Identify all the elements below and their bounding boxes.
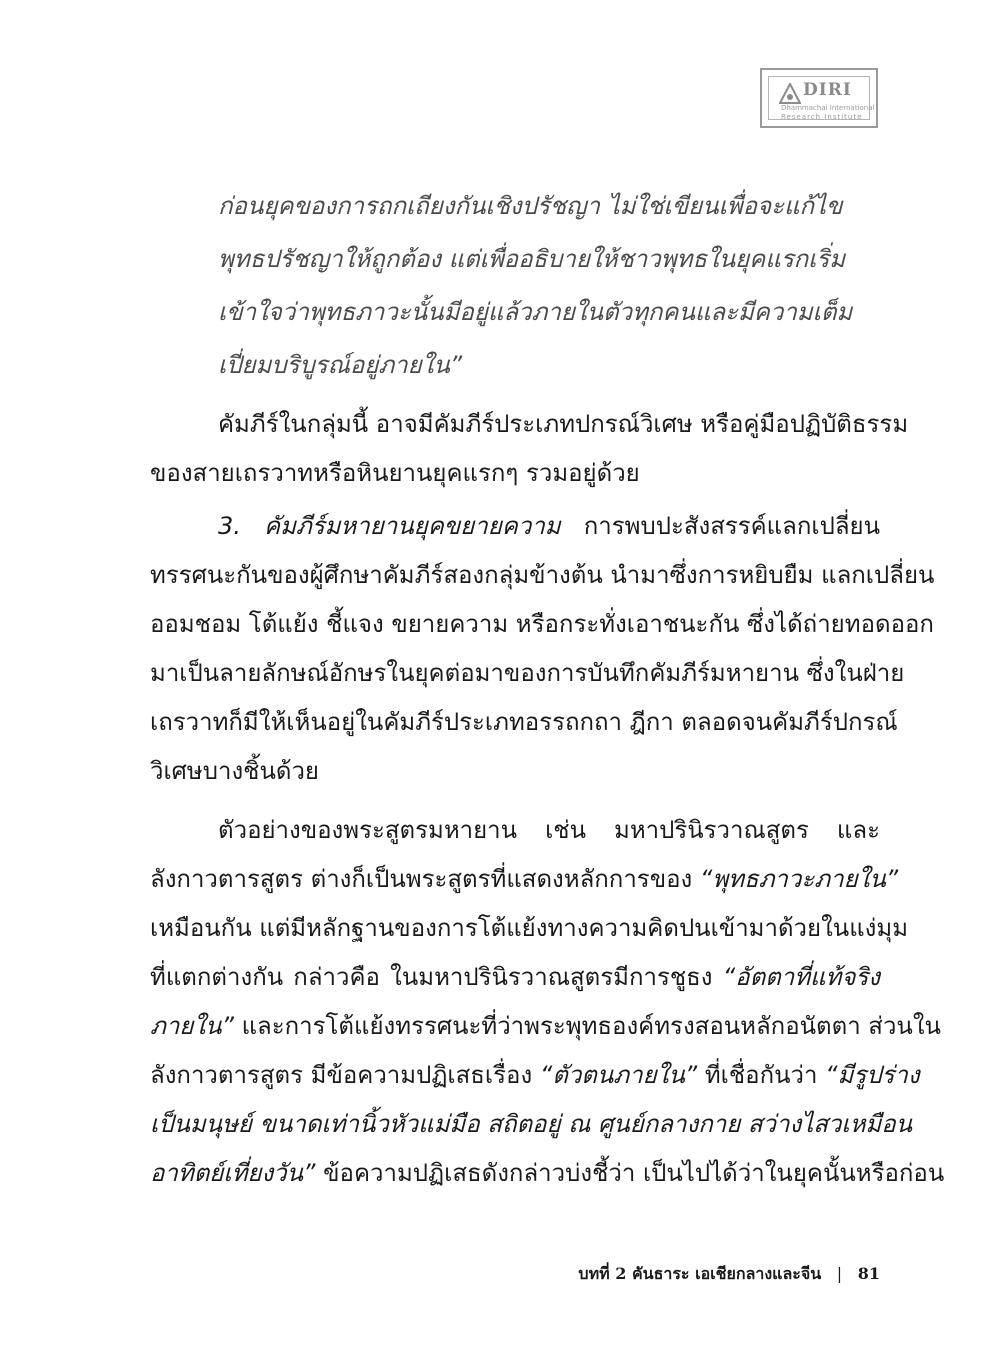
text-line (150, 1100, 913, 1149)
text-span: ที่แตกต่างกัน กล่าวคือ ในมหาปรินิรวาณสูตรมีการชูธง (150, 963, 713, 991)
quote-line: เข้าใจว่าพุทธภาวะนั้นมีอยู่แล้วภายในตัวทุกคนและมีความเต็ม (218, 298, 853, 326)
text-span: การพบปะสังสรรค์แลกเปลี่ยน (583, 512, 880, 540)
text-span: ที่เชื่อกันว่า (704, 1061, 818, 1089)
italic-term: ภายใน” (150, 1012, 234, 1040)
text-line: ของสายเถรวาทหรือหินยานยุคแรกๆ รวมอยู่ด้วย (150, 459, 640, 487)
text-line: ทรรศนะกันของผู้ศึกษาคัมภีร์สองกลุ่มข้างต้น นำมาซึ่งการหยิบยืม แลกเปลี่ยน (150, 561, 935, 589)
italic-term: อาทิตย์เที่ยงวัน” (150, 1159, 316, 1187)
quote-line: พุทธปรัชญาให้ถูกต้อง แต่เพื่ออธิบายให้ชาวพุทธในยุคแรกเริ่ม (218, 245, 846, 273)
block-quote (218, 180, 858, 392)
text-line: เถรวาทก็มีให้เห็นอยู่ในคัมภีร์ประเภทอรรถกถา ฎีกา ตลอดจนคัมภีร์ปกรณ์ (150, 708, 898, 736)
logo-frame (768, 76, 875, 121)
italic-term: “อัตตาที่แท้จริง (722, 963, 880, 991)
triangle-emblem-icon (779, 83, 801, 105)
footer-separator: | (836, 1264, 843, 1283)
paragraph-3 (150, 806, 945, 1198)
diri-logo (760, 68, 878, 128)
text-span: ลังกาวตารสูตร มีข้อความปฏิเสธเรื่อง (150, 1061, 533, 1089)
quote-line: ก่อนยุคของการถกเถียงกันเชิงปรัชญา ไม่ใช่เขียนเพื่อจะแก้ไข (218, 192, 843, 220)
text-line: วิเศษบางชิ้นด้วย (150, 757, 319, 785)
text-line: มาเป็นลายลักษณ์อักษรในยุคต่อมาของการบันทึกคัมภีร์มหายาน ซึ่งในฝ่าย (150, 659, 905, 687)
text-line: เหมือนกัน แต่มีหลักฐานของการโต้แย้งทางความคิดปนเข้ามาด้วยในแง่มุม (150, 914, 909, 942)
text-line (150, 502, 880, 551)
chapter-title: บทที่ 2 คันธาระ เอเชียกลางและจีน (578, 1264, 822, 1283)
paragraph-1 (150, 400, 909, 498)
text-line (150, 855, 899, 904)
text-span: และการโต้แย้งทรรศนะที่ว่าพระพุทธองค์ทรงสอนหลักอนัตตา ส่วนใน (241, 1012, 941, 1040)
text-line (150, 1149, 945, 1198)
text-span: ลังกาวตารสูตร ต่างก็เป็นพระสูตรที่แสดงหลักการของ (150, 865, 693, 893)
paragraph-2 (150, 502, 935, 796)
logo-subtitle-2: Research Institute (781, 113, 863, 121)
quote-line: เปี่ยมบริบูรณ์อยู่ภายใน” (218, 351, 463, 379)
italic-term: “มีรูปร่าง (825, 1061, 920, 1089)
logo-name: DIRI (803, 80, 852, 100)
text-line: ตัวอย่างของพระสูตรมหายาน เช่น มหาปรินิรวาณสูตร และ (218, 816, 880, 844)
section-heading: 3. คัมภีร์มหายานยุคขยายความ (218, 512, 561, 540)
text-line (150, 953, 880, 1002)
text-line (150, 1002, 941, 1051)
text-line (150, 1051, 920, 1100)
text-line: ออมชอม โต้แย้ง ชี้แจง ขยายความ หรือกระทั่งเอาชนะกัน ซึ่งได้ถ่ายทอดออก (150, 610, 934, 638)
page-footer (578, 1262, 880, 1287)
italic-term: “พุทธภาวะภายใน” (699, 865, 899, 893)
italic-term: เป็นมนุษย์ ขนาดเท่านิ้วหัวแม่มือ สถิตอยู่ ณ ศูนย์กลางกาย สว่างไสวเหมือน (150, 1110, 913, 1138)
italic-term: “ตัวตนภายใน” (539, 1061, 698, 1089)
logo-subtitle: Dhammachai International (781, 104, 875, 112)
text-line: คัมภีร์ในกลุ่มนี้ อาจมีคัมภีร์ประเภทปกรณ์วิเศษ หรือคู่มือปฏิบัติธรรม (218, 410, 909, 438)
page-number: 81 (857, 1264, 880, 1283)
text-span: ข้อความปฏิเสธดังกล่าวบ่งชี้ว่า เป็นไปได้ว่าในยุคนั้นหรือก่อน (323, 1159, 945, 1187)
